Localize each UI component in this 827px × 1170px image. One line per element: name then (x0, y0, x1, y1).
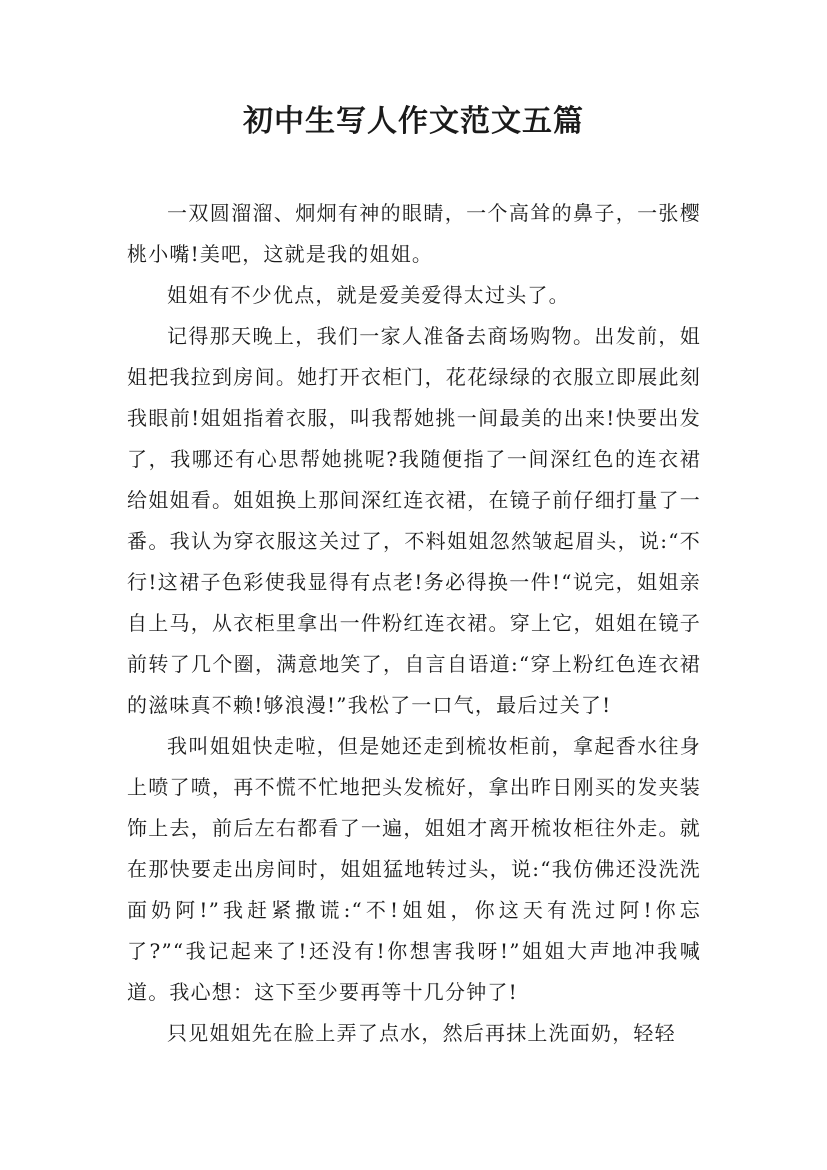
document-title: 初中生写人作文范文五篇 (243, 104, 584, 139)
paragraph: 只见姐姐先在脸上弄了点水，然后再抹上洗面奶，轻轻 (167, 1021, 676, 1045)
document-body (127, 193, 701, 1054)
paragraph: 姐姐有不少优点，就是爱美爱得太过头了。 (167, 283, 570, 307)
paragraph: 我叫姐姐快走啦，但是她还走到梳妆柜前，拿起香水往身上喷了喷，再不慌不忙地把头发梳好，拿出昨日刚买的发夹装饰上去，前后左右都看了一遍，姐姐才离开梳妆柜往外走。就在那快要走出房间时，姐姐猛地转过头，说:“我仿佛还没洗洗面奶阿!”我赶紧撒谎:“不!姐姐，你这天有洗过阿!你忘了?”“我记起来了!还没有!你想害我呀!”姐姐大声地冲我喊道。我心想：这下至少要再等十几分钟了! (127, 734, 701, 1004)
paragraph: 记得那天晚上，我们一家人准备去商场购物。出发前，姐姐把我拉到房间。她打开衣柜门，花花绿绿的衣服立即展此刻我眼前!姐姐指着衣服，叫我帮她挑一间最美的出来!快要出发了，我哪还有心思帮她挑呢?我随便指了一间深红色的连衣裙给姐姐看。姐姐换上那间深红连衣裙，在镜子前仔细打量了一番。我认为穿衣服这关过了，不料姐姐忽然皱起眉头，说:“不行!这裙子色彩使我显得有点老!务必得换一件!“说完，姐姐亲自上马，从衣柜里拿出一件粉红连衣裙。穿上它，姐姐在镜子前转了几个圈，满意地笑了，自言自语道:“穿上粉红色连衣裙的滋味真不赖!够浪漫!”我松了一口气，最后过关了! (127, 324, 701, 717)
paragraph: 一双圆溜溜、炯炯有神的眼睛，一个高耸的鼻子，一张樱桃小嘴!美吧，这就是我的姐姐。 (127, 201, 701, 266)
